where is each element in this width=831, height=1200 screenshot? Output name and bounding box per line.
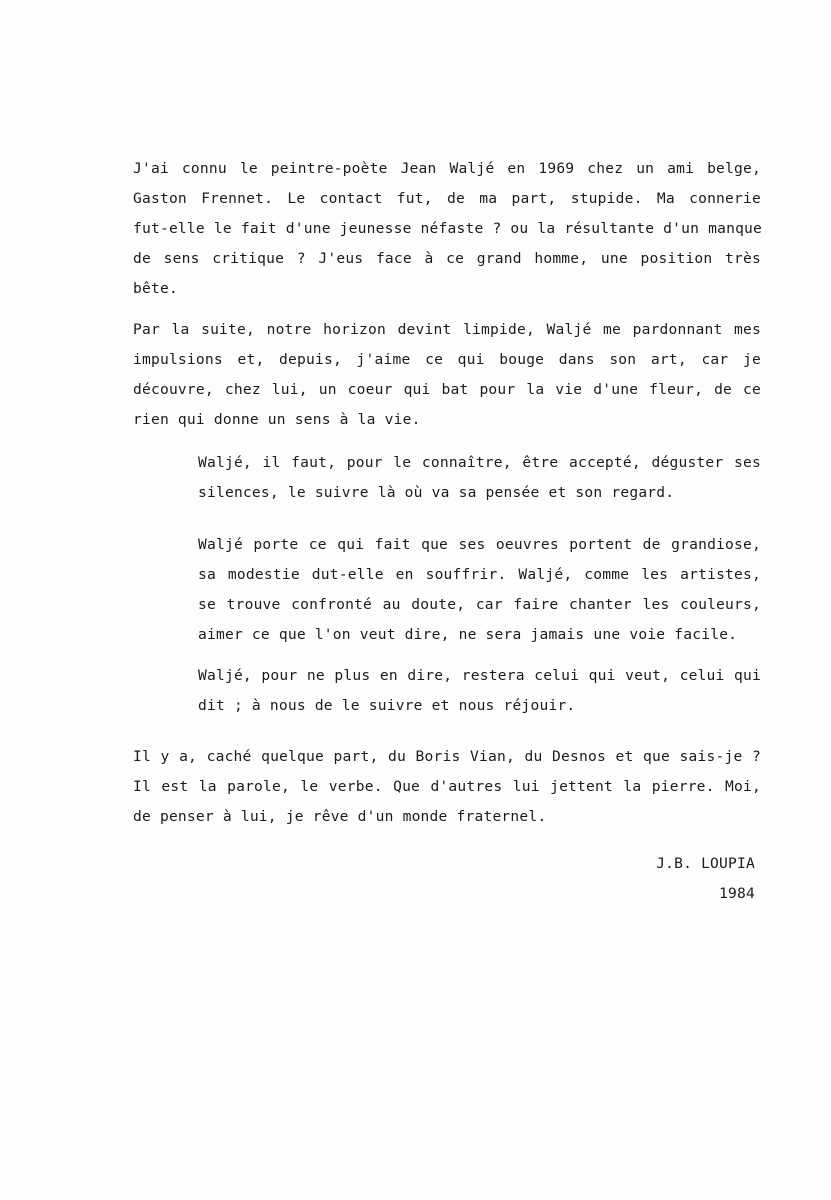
paragraph-horizon (133, 315, 761, 435)
signature-block (656, 849, 755, 909)
text-line: Waljé, pour ne plus en dire, restera celui qui veut, celui qui (198, 667, 761, 684)
paragraph-indented-grandiose (198, 530, 761, 650)
text-line: aimer ce que l'on veut dire, ne sera jamais une voie facile. (198, 626, 738, 643)
text-line: impulsions et, depuis, j'aime ce qui bouge dans son art, car je (133, 351, 761, 368)
text-line: Waljé porte ce qui fait que ses oeuvres portent de grandiose, (198, 536, 761, 553)
text-line: de penser à lui, je rêve d'un monde fraternel. (133, 808, 547, 825)
text-line: Par la suite, notre horizon devint limpide, Waljé me pardonnant mes (133, 321, 761, 338)
paragraph-indented-knowing (198, 448, 761, 508)
text-line: se trouve confronté au doute, car faire chanter les couleurs, (198, 596, 761, 613)
text-line: silences, le suivre là où va sa pensée et son regard. (198, 484, 675, 501)
text-line: de sens critique ? J'eus face à ce grand homme, une position très (133, 250, 761, 267)
text-line: rien qui donne un sens à la vie. (133, 411, 421, 428)
text-line: fut-elle le fait d'une jeunesse néfaste ? ou la résultante d'un manque (133, 220, 763, 237)
text-line: dit ; à nous de le suivre et nous réjouir. (198, 697, 576, 714)
text-line: Waljé, il faut, pour le connaître, être accepté, déguster ses (198, 454, 761, 471)
text-line: découvre, chez lui, un coeur qui bat pour la vie d'une fleur, de ce (133, 381, 761, 398)
author-name: J.B. LOUPIA (656, 855, 755, 872)
paragraph-first-meeting (133, 154, 761, 304)
signature-year: 1984 (719, 885, 755, 902)
text-line: bête. (133, 280, 178, 297)
text-line: Gaston Frennet. Le contact fut, de ma part, stupide. Ma connerie (133, 190, 761, 207)
paragraph-indented-follow (198, 661, 761, 721)
text-line: Il est la parole, le verbe. Que d'autres lui jettent la pierre. Moi, (133, 778, 761, 795)
text-line: Il y a, caché quelque part, du Boris Vian, du Desnos et que sais-je ? (133, 748, 761, 765)
text-line: sa modestie dut-elle en souffrir. Waljé, comme les artistes, (198, 566, 761, 583)
paragraph-closing (133, 742, 761, 832)
text-line: J'ai connu le peintre-poète Jean Waljé en 1969 chez un ami belge, (133, 160, 761, 177)
